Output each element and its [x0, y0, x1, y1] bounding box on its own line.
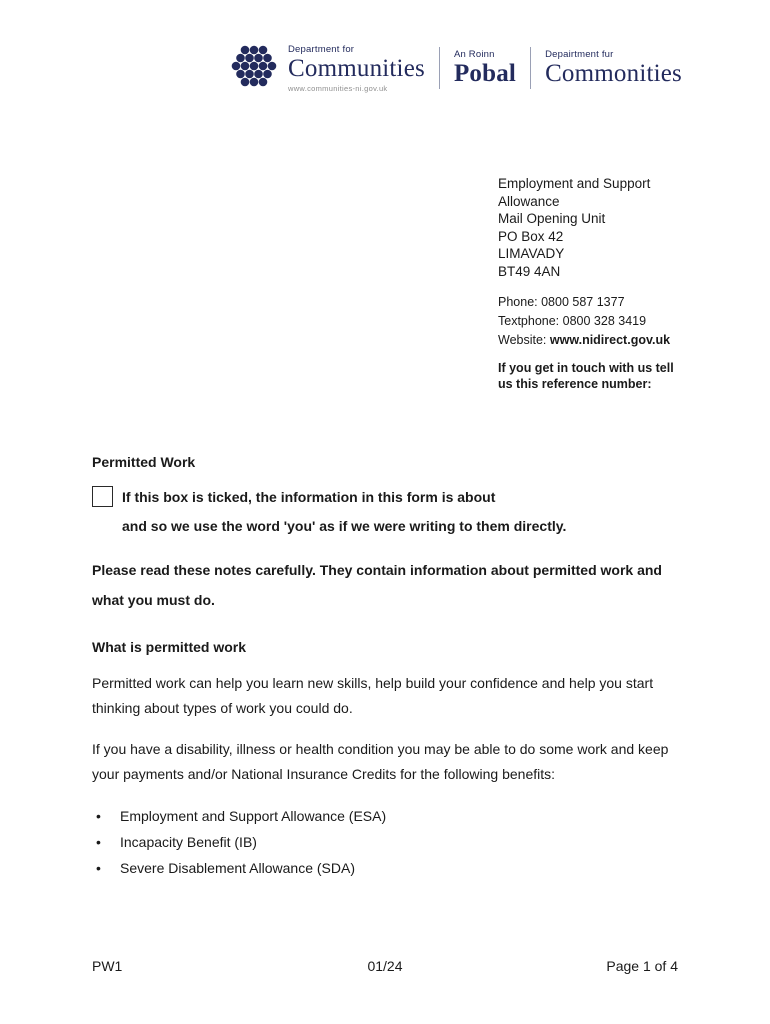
logo-english-dept: Department for [288, 43, 355, 55]
ticked-box-row [92, 488, 682, 507]
logo-irish-name: Pobal [453, 60, 517, 87]
list-item: • Incapacity Benefit (IB) [92, 829, 682, 855]
phone-label: Phone: [498, 295, 538, 309]
checkbox-statement-continued: and so we use the word 'you' as if we were writing to them directly. [122, 518, 567, 534]
logo-website-url: www.communities-ni.gov.uk [288, 83, 388, 93]
address-line: LIMAVADY [498, 246, 565, 261]
website-line [498, 331, 688, 350]
phone-line [498, 293, 688, 312]
list-item: • Employment and Support Allowance (ESA) [92, 803, 682, 829]
textphone-line [498, 312, 688, 331]
intro-paragraph: Please read these notes carefully. They contain information about permitted work and what you must do. [92, 562, 662, 608]
website-label: Website: [498, 333, 547, 347]
paragraph: If you have a disability, illness or health condition you may be able to do some work and keep your payments and/or National Insurance Credits for the following benefits: [92, 741, 669, 782]
logo-divider [530, 47, 531, 89]
section-heading: What is permitted work [92, 639, 247, 655]
logo-english-section [288, 44, 425, 93]
address-line: PO Box 42 [498, 228, 564, 244]
logo-ulster-name: Commonities [545, 60, 682, 87]
textphone-number: 0800 328 3419 [562, 314, 647, 328]
address-line: Allowance [498, 193, 560, 209]
communities-crest-icon [230, 40, 278, 96]
logo-english-name: Communities [288, 54, 425, 82]
address-line: BT49 4AN [498, 263, 561, 279]
logo-irish-section [454, 49, 516, 87]
contact-details [498, 293, 688, 350]
department-logo [230, 40, 682, 96]
reference-note: If you get in touch with us tell us this reference number: [498, 361, 674, 391]
footer-version: 01/24 [367, 958, 403, 974]
logo-divider [439, 47, 440, 89]
page-footer [92, 958, 678, 974]
website-value: www.nidirect.gov.uk [549, 333, 671, 347]
checkbox-statement: If this box is ticked, the information in this form is about [122, 489, 496, 505]
address-line: Mail Opening Unit [498, 211, 606, 226]
benefits-list [92, 803, 682, 881]
paragraph: Permitted work can help you learn new skills, help build your confidence and help you start thinking about types of work you could do. [92, 675, 654, 716]
phone-number: 0800 587 1377 [541, 295, 625, 309]
textphone-label: Textphone: [498, 314, 560, 328]
footer-page-number: Page 1 of 4 [606, 958, 678, 974]
tick-checkbox[interactable] [92, 486, 113, 507]
sender-address-block [498, 175, 688, 392]
letter-body [92, 454, 682, 881]
logo-ulster-section [545, 49, 682, 87]
list-item: • Severe Disablement Allowance (SDA) [92, 855, 682, 881]
address-line: Employment and Support [498, 176, 651, 191]
logo-irish-dept: An Roinn [453, 49, 495, 60]
footer-form-code: PW1 [92, 958, 123, 974]
page-title: Permitted Work [92, 454, 196, 470]
logo-ulster-dept: Depairtment fur [545, 49, 614, 60]
